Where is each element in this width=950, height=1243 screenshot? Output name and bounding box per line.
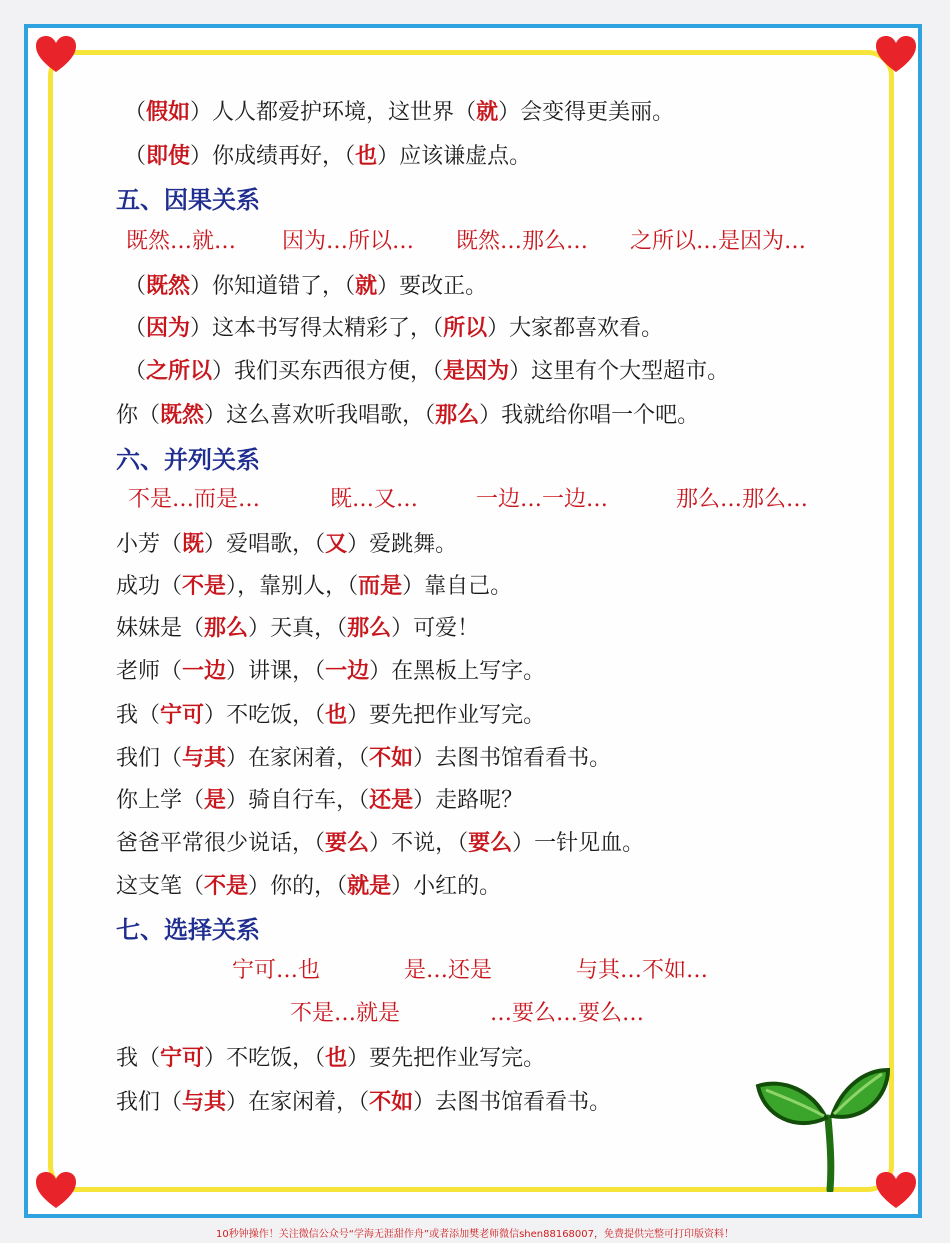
answer-word: 因为 [146, 315, 191, 341]
answer-word: 而是 [358, 573, 403, 599]
answer-word: 一边 [182, 658, 227, 684]
answer-word: 又 [325, 531, 348, 557]
answer-word: 既 [182, 531, 205, 557]
sentence-line: 成功（不是），靠别人，（而是）靠自己。 [116, 573, 513, 599]
sentence-line: 爸爸平常很少说话，（要么）不说，（要么）一针见血。 [116, 830, 645, 856]
answer-word: 那么 [435, 402, 480, 428]
pattern-item: 既然…那么… [456, 229, 589, 254]
answer-word: 那么 [204, 615, 249, 641]
sentence-line: 我（宁可）不吃饭，（也）要先把作业写完。 [116, 702, 546, 728]
pattern-item: 一边…一边… [476, 487, 609, 512]
sentence-line: 妹妹是（那么）天真，（那么）可爱！ [116, 615, 480, 641]
answer-word: 不是 [182, 573, 227, 599]
answer-word: 是因为 [443, 358, 510, 384]
sentence-line: （既然）你知道错了，（就）要改正。 [124, 273, 488, 299]
answer-word: 是 [204, 787, 227, 813]
pattern-item: 与其…不如… [576, 958, 709, 983]
answer-word: 即使 [146, 143, 191, 169]
sprout-icon [752, 1060, 892, 1192]
pattern-item: 因为…所以… [282, 229, 415, 254]
answer-word: 不如 [369, 745, 414, 771]
sentence-line: （之所以）我们买东西很方便，（是因为）这里有个大型超市。 [124, 358, 730, 384]
answer-word: 也 [325, 702, 348, 728]
answer-word: 那么 [347, 615, 392, 641]
pattern-item: 那么…那么… [676, 487, 809, 512]
answer-word: 既然 [160, 402, 205, 428]
sentence-line: 我们（与其）在家闲着，（不如）去图书馆看看书。 [116, 745, 612, 771]
section-heading: 五、因果关系 [116, 185, 260, 214]
pattern-item: 既…又… [330, 487, 419, 512]
answer-word: 一边 [325, 658, 370, 684]
answer-word: 与其 [182, 745, 227, 771]
answer-word: 宁可 [160, 702, 205, 728]
pattern-item: 不是…而是… [128, 487, 261, 512]
pattern-item: …要么…要么… [490, 1001, 645, 1026]
answer-word: 就是 [347, 873, 392, 899]
answer-word: 就 [355, 273, 378, 299]
sentence-line: 这支笔（不是）你的，（就是）小红的。 [116, 873, 502, 899]
answer-word: 假如 [146, 99, 191, 125]
pattern-row [0, 953, 950, 989]
answer-word: 不如 [369, 1089, 414, 1115]
answer-word: 与其 [182, 1089, 227, 1115]
sentence-line: （因为）这本书写得太精彩了，（所以）大家都喜欢看。 [124, 315, 664, 341]
answer-word: 要么 [468, 830, 513, 856]
section-heading: 七、选择关系 [116, 915, 260, 944]
pattern-row [0, 996, 950, 1032]
sentence-line: 老师（一边）讲课，（一边）在黑板上写字。 [116, 658, 546, 684]
answer-word: 也 [325, 1045, 348, 1071]
answer-word: 所以 [443, 315, 488, 341]
answer-word: 就 [476, 99, 499, 125]
footer-notice: 10秒钟操作！关注微信公众号“学海无涯甜作舟”或者添加樊老师微信shen88168007，免费提供完整可打印版资料！ [215, 1229, 735, 1240]
answer-word: 既然 [146, 273, 191, 299]
answer-word: 之所以 [146, 358, 213, 384]
pattern-row [0, 482, 950, 518]
sentence-line: 你（既然）这么喜欢听我唱歌，（那么）我就给你唱一个吧。 [116, 402, 700, 428]
answer-word: 要么 [325, 830, 370, 856]
pattern-item: 是…还是 [404, 958, 493, 983]
answer-word: 不是 [204, 873, 249, 899]
pattern-item: 之所以…是因为… [630, 229, 807, 254]
sentence-line: （假如）人人都爱护环境，这世界（就）会变得更美丽。 [124, 99, 675, 125]
answer-word: 宁可 [160, 1045, 205, 1071]
pattern-item: 既然…就… [126, 229, 237, 254]
pattern-item: 不是…就是 [290, 1001, 401, 1026]
sentence-line: 小芳（既）爱唱歌，（又）爱跳舞。 [116, 531, 458, 557]
sentence-line: 我（宁可）不吃饭，（也）要先把作业写完。 [116, 1045, 546, 1071]
pattern-item: 宁可…也 [232, 958, 321, 983]
sentence-line: 你上学（是）骑自行车，（还是）走路呢？ [116, 787, 524, 813]
sentence-line: 我们（与其）在家闲着，（不如）去图书馆看看书。 [116, 1089, 612, 1115]
pattern-row [0, 224, 950, 260]
answer-word: 还是 [369, 787, 414, 813]
answer-word: 也 [355, 143, 378, 169]
section-heading: 六、并列关系 [116, 445, 260, 474]
sentence-line: （即使）你成绩再好，（也）应该谦虚点。 [124, 143, 532, 169]
